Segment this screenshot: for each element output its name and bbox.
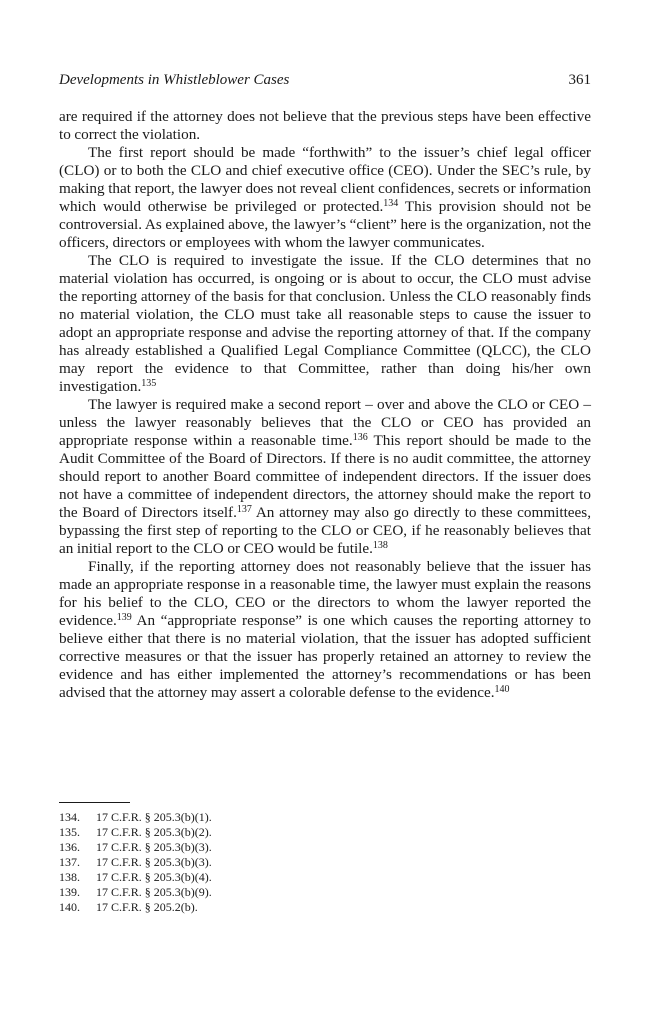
paragraph [59,396,591,558]
footnote-number: 137. [59,855,80,869]
paragraph-text: The CLO is required to investigate the issue. If the CLO determines that no material violation has occurred, is ongoing or is about to occur, the CLO must advise the reporting attorney of the basis for that conclusion. Unless the CLO reasonably finds no material violation, the CLO must take all reasonable steps to cause the issuer to adopt an appropriate response and advise the reporting attorney of that. If the company has already established a Qualified Legal Compliance Committee (QLCC), the CLO may report the evidence to that Committee, rather than doing his/her own investigation. [59,252,591,395]
paragraph [59,144,591,252]
footnote-text: 17 C.F.R. § 205.3(b)(1). [96,810,212,824]
footnote-number: 134. [59,810,80,824]
running-head [59,71,591,91]
footnote [59,900,591,915]
body-text [59,108,591,702]
paragraph-text: This provision should not be controversial. As explained above, the lawyer’s “client” here is the organization, not the officers, directors or employees with whom the lawyer communicates. [59,198,591,251]
running-title: Developments in Whistleblower Cases [59,72,290,88]
footnote-text: 17 C.F.R. § 205.3(b)(3). [96,840,212,854]
footnote [59,885,591,900]
footnote [59,855,591,870]
footnote-text: 17 C.F.R. § 205.2(b). [96,900,198,914]
footnote-number: 135. [59,825,80,839]
paragraph [59,252,591,396]
paragraph-text: The first report should be made “forthwith” to the issuer’s chief legal officer (CLO) or to both the CLO and chief executive office (CEO). Under the SEC’s rule, by making that report, the lawyer does not reveal client confidences, secrets or information which would otherwise be privileged or protected. [59,144,591,215]
paragraph-text: This report should be made to the Audit Committee of the Board of Directors. If there is no audit committee, the attorney should report to another Board committee of independent directors. If the issuer does not have a committee of independent directors, the attorney should make the report to the Board of Directors itself. [59,432,591,521]
footnote [59,810,591,825]
paragraph-text: The lawyer is required make a second report – over and above the CLO or CEO – unless the lawyer reasonably believes that the CLO or CEO has provided an appropriate response within a reasonable time. [59,396,591,449]
footnote-text: 17 C.F.R. § 205.3(b)(3). [96,855,212,869]
footnote-reference[interactable]: 134 [383,198,399,209]
paragraph-text: An attorney may also go directly to these committees, bypassing the first step of reporting to the CLO or CEO, if he reasonably believes that an initial report to the CLO or CEO would be futile. [59,504,591,557]
footnote-text: 17 C.F.R. § 205.3(b)(4). [96,870,212,884]
paragraph [59,558,591,702]
footnotes [59,810,591,915]
page-number: 361 [568,72,591,88]
footnote-reference[interactable]: 137 [236,504,252,515]
footnote [59,870,591,885]
footnote-number: 136. [59,840,80,854]
paragraph-text: An “appropriate response” is one which causes the reporting attorney to believe either that there is no material violation, that the issuer has adopted sufficient corrective measures or that the issuer has properly retained an attorney to review the evidence and has either implemented the attorney’s recommendations or has been advised that the attorney may assert a colorable defense to the evidence. [59,612,591,701]
footnote-reference[interactable]: 135 [141,378,157,389]
paragraph-text: Finally, if the reporting attorney does not reasonably believe that the issuer has made an appropriate response in a reasonable time, the lawyer must explain the reasons for his belief to the CLO, CEO or the directors to whom the lawyer reported the evidence. [59,558,591,629]
footnote-text: 17 C.F.R. § 205.3(b)(2). [96,825,212,839]
footnote-reference[interactable]: 138 [372,540,388,551]
footnote-reference[interactable]: 139 [116,612,132,623]
footnote-text: 17 C.F.R. § 205.3(b)(9). [96,885,212,899]
footnote [59,840,591,855]
footnote-number: 140. [59,900,80,914]
paragraph [59,108,591,144]
footnote-number: 138. [59,870,80,884]
footnote-reference[interactable]: 136 [352,432,368,443]
footnote-number: 139. [59,885,80,899]
footnote-reference[interactable]: 140 [494,684,510,695]
footnote [59,825,591,840]
footnote-rule [59,802,130,803]
paragraph-text: are required if the attorney does not believe that the previous steps have been effective to correct the violation. [59,108,591,143]
